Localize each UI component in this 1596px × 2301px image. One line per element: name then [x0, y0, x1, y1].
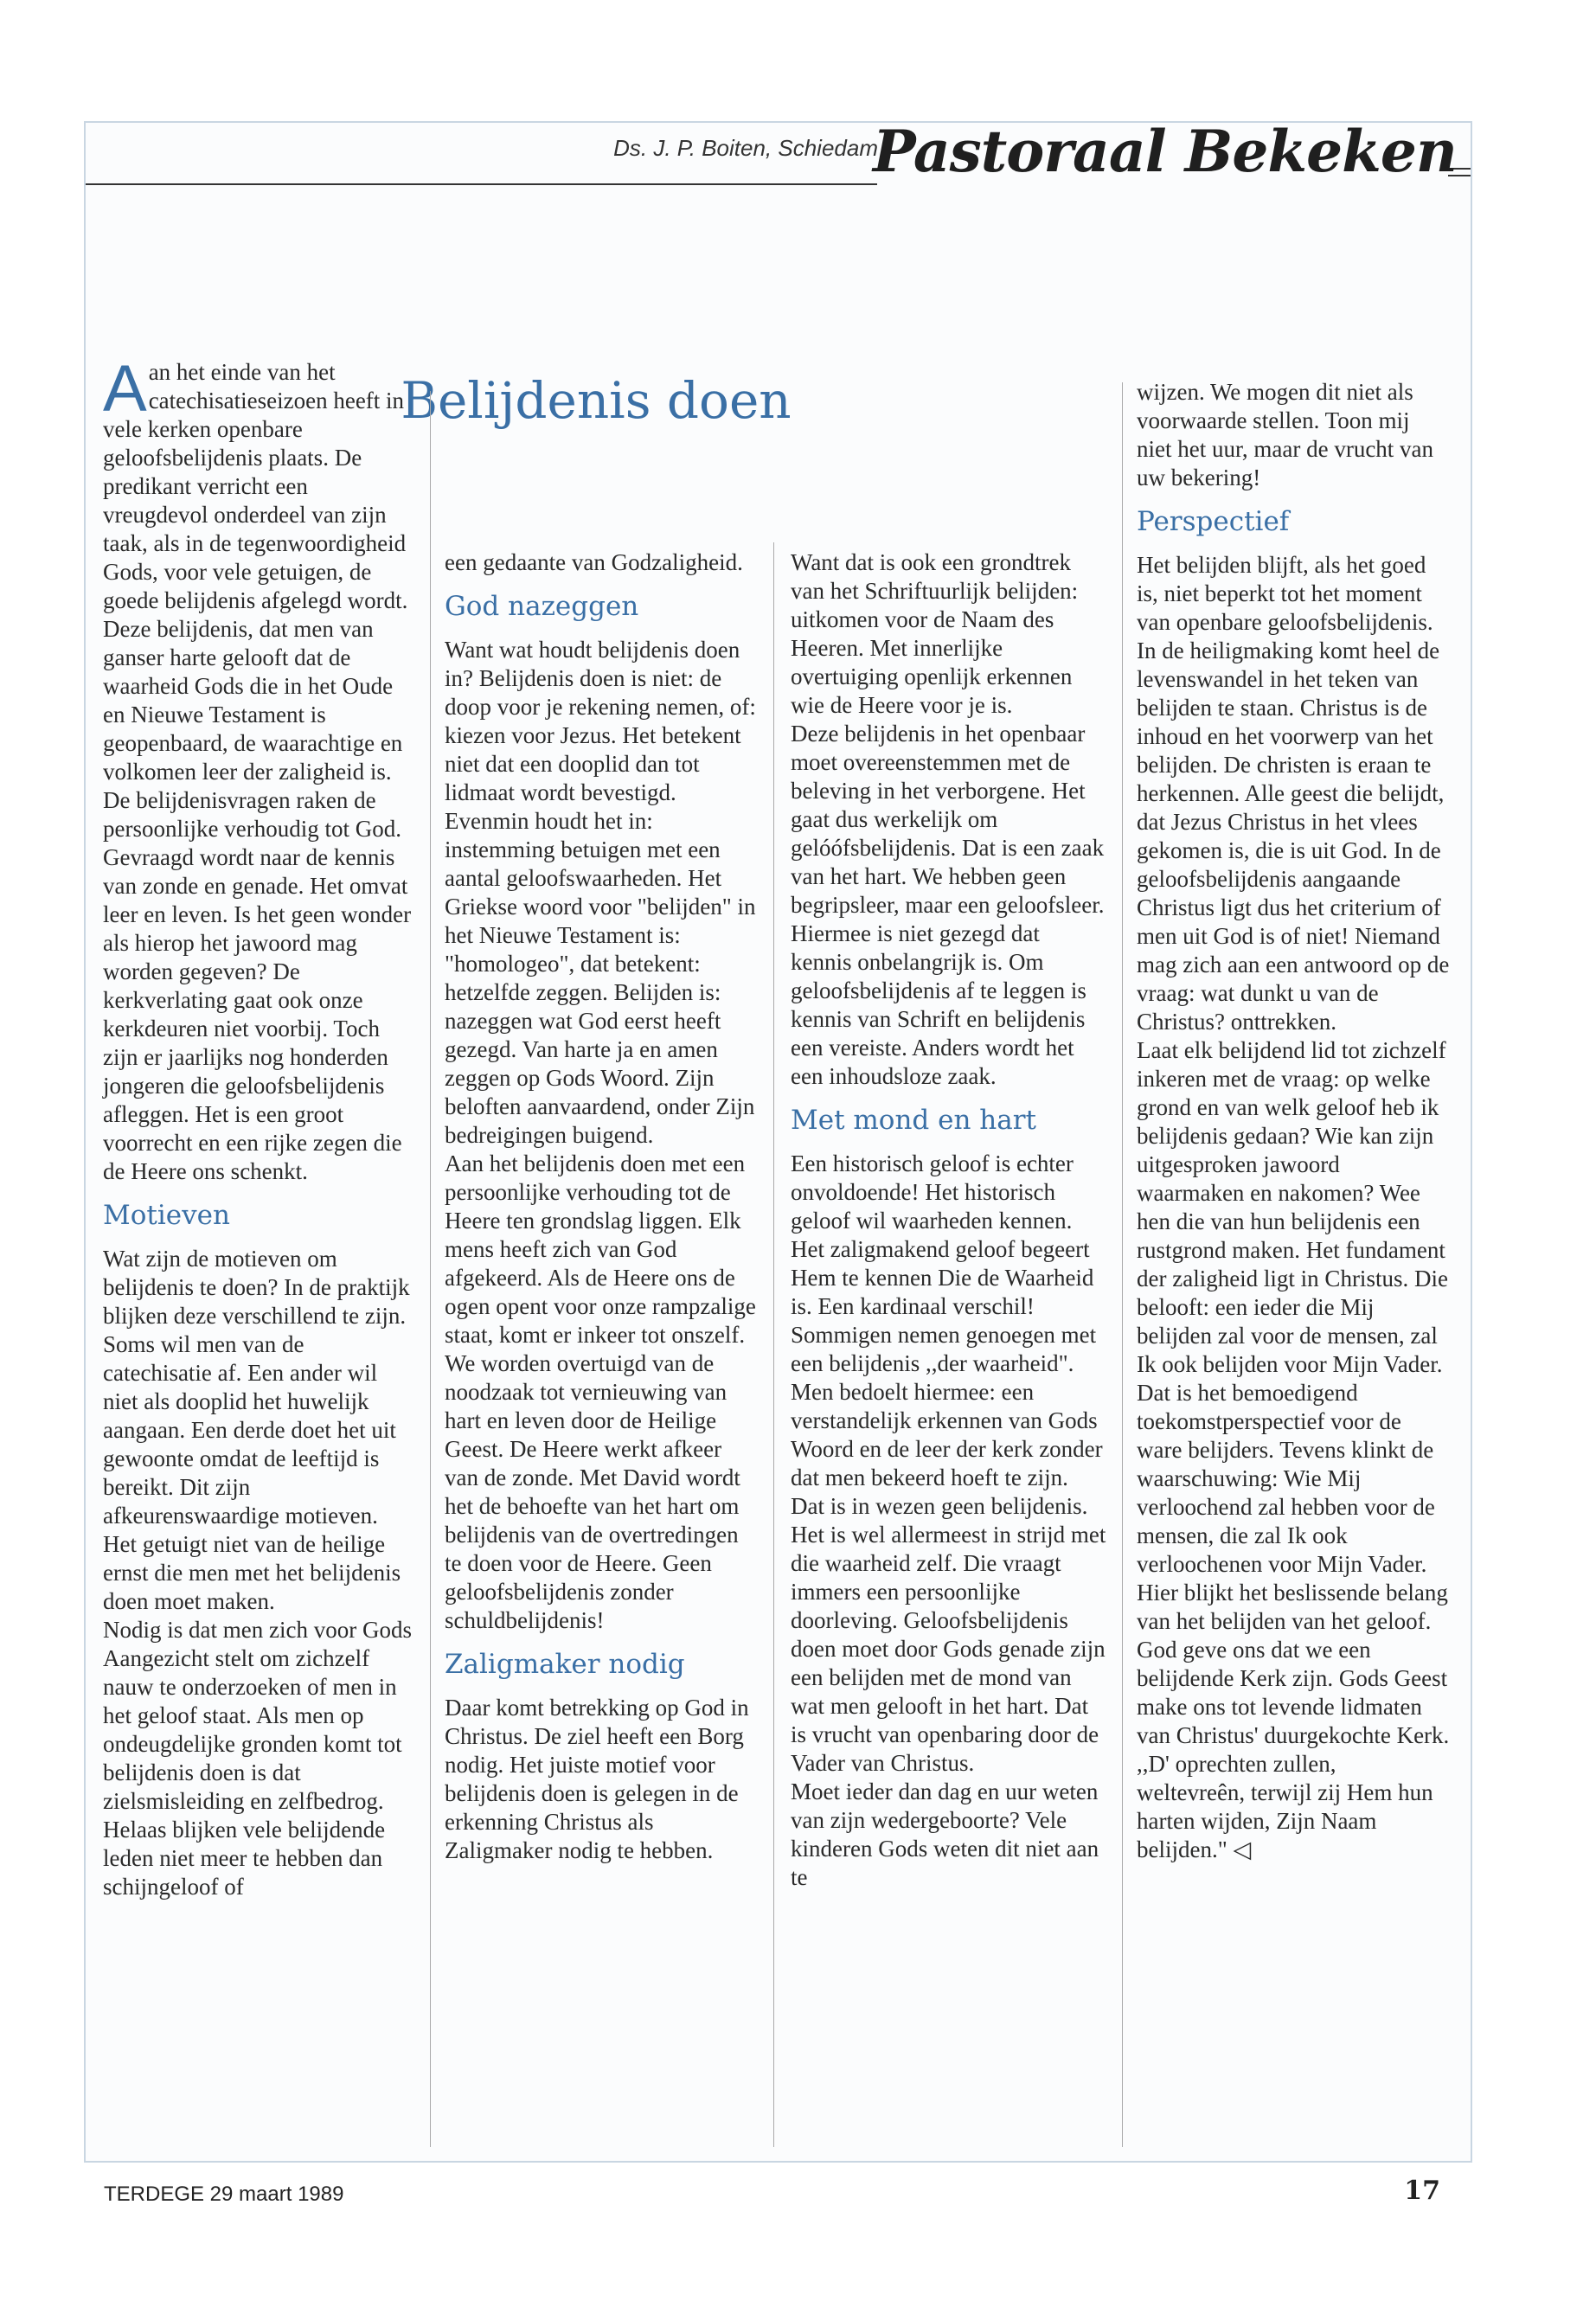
- section-title: Pastoraal Bekeken: [873, 118, 1457, 185]
- column-1: [103, 352, 416, 1901]
- column-2: [445, 548, 756, 1865]
- column-divider: [1122, 382, 1123, 2147]
- subheading-motieven: Motieven: [103, 1200, 230, 1231]
- subheading-met-mond-en-hart: Met mond en hart: [791, 1105, 1037, 1136]
- paragraph: Moet ieder dan dag en uur weten van zijn wedergeboorte? Vele kinderen Gods weten dit niet aan te: [791, 1779, 1099, 1890]
- column-4: [1137, 378, 1450, 1864]
- subheading-god-nazeggen: God nazeggen: [445, 591, 639, 622]
- paragraph: ,,D' oprechten zullen, weltevreên, terwijl zij Hem hun harten wijden, Zijn Naam belijden." ◁: [1137, 1751, 1433, 1862]
- subheading-perspectief: Perspectief: [1137, 506, 1290, 537]
- paragraph: God geve ons dat we een belijdende Kerk zijn. Gods Geest make ons tot levende lidmaten van Christus' duurgekochte Kerk.: [1137, 1637, 1450, 1748]
- column-3: [791, 548, 1106, 1892]
- article-title: Belijdenis doen: [401, 371, 792, 430]
- page-number: 17: [1404, 2176, 1440, 2206]
- article-page: [84, 118, 1472, 2163]
- column-divider: [430, 391, 431, 2147]
- header-rule: [86, 183, 877, 185]
- paragraph: Want dat is ook een grondtrek van het Schriftuurlijk belijden: uitkomen voor de Naam des Heeren. Met innerlijke overtuiging openlijk erkennen wie de Heere voor je is.: [791, 549, 1079, 718]
- paragraph: wijzen. We mogen dit niet als voorwaarde stellen. Toon mij niet het uur, maar de vrucht van uw bekering!: [1137, 379, 1434, 490]
- subheading-zaligmaker-nodig: Zaligmaker nodig: [445, 1649, 685, 1680]
- paragraph: een gedaante van Godzaligheid.: [445, 549, 743, 575]
- paragraph: Het belijden blijft, als het goed is, niet beperkt tot het moment van openbare geloofsbelijdenis. In de heiligmaking komt heel de levenswandel in het teken van belijden te staan. Christus is de inhoud en het voorwerp van het belijden. De christen is eraan te herkennen. Alle geest die belijdt, dat Jezus Christus in het vlees gekomen is, die is uit God. In de geloofsbelijdenis aangaande Christus ligt dus het criterium of men uit God is of niet! Niemand mag zich aan een antwoord op de vraag: wat dunkt u van de Christus? onttrekken.: [1137, 552, 1450, 1035]
- paragraph: Deze belijdenis in het openbaar moet overeenstemmen met de beleving in het verborgene. Het gaat dus werkelijk om gelóófsbelijdenis. Dat is een zaak van het hart. We hebben geen begripsleer, maar een geloofsleer. Hiermee is niet gezegd dat kennis onbelangrijk is. Om geloofsbelijdenis af te leggen is kennis van Schrift en belijdenis een vereiste. Anders wordt het een inhoudsloze zaak.: [791, 721, 1105, 1089]
- paragraph: Aan het belijdenis doen met een persoonlijke verhouding tot de Heere ten grondslag liggen. Elk mens heeft zich van God afgekeerd. Als de Heere ons de ogen opent voor onze rampzalige staat, komt er inkeer tot onszelf. We worden overtuigd van de noodzaak tot vernieuwing van hart en leven door de Heilige Geest. De Heere werkt afkeer van de zonde. Met David wordt het de behoefte van het hart om belijdenis van de overtredingen te doen voor de Heere. Geen geloofsbelijdenis zonder schuldbelijdenis!: [445, 1150, 756, 1633]
- paragraph: Nodig is dat men zich voor Gods Aangezicht stelt om zichzelf nauw te onderzoeken of men in het geloof staat. Als men op ondeugdelijke gronden komt tot belijdenis doen is dat zielsmisleiding en zelfbedrog. Helaas blijken vele belijdende leden niet meer te hebben dan schijngeloof of: [103, 1617, 412, 1900]
- paragraph: Laat elk belijdend lid tot zichzelf inkeren met de vraag: op welke grond en van welk geloof heb ik belijdenis gedaan? Wie kan zijn uitgesproken jawoord waarmaken en nakomen? Wee hen die van hun belijdenis een rustgrond maken. Het fundament der zaligheid ligt in Christus. Die belooft: een ieder die Mij belijden zal voor de mensen, zal Ik ook belijden voor Mijn Vader. Dat is het bemoedigend toekomstperspectief voor de ware belijders. Tevens klinkt de waarschuwing: Wie Mij verloochend zal hebben voor de mensen, die zal Ik ook verloochenen voor Mijn Vader. Hier blijkt het beslissende belang van het belijden van het geloof.: [1137, 1037, 1448, 1634]
- paragraph: Want wat houdt belijdenis doen in? Belijdenis doen is niet: de doop voor je rekening nemen, of: kiezen voor Jezus. Het betekent niet dat een dooplid dan tot lidmaat wordt bevestigd. Evenmin houdt het in: instemming betuigen met een aantal geloofswaarheden. Het Griekse woord voor "belijden" in het Nieuwe Testament is: "homologeo", dat betekent: hetzelfde zeggen. Belijden is: nazeggen wat God eerst heeft gezegd. Van harte ja en amen zeggen op Gods Woord. Zijn beloften aanvaardend, onder Zijn bedreigingen buigend.: [445, 637, 756, 1148]
- paragraph: Wat zijn de motieven om belijdenis te doen? In de praktijk blijken deze verschillend te zijn. Soms wil men van de catechisatie af. Een ander wil niet als dooplid het huwelijk aangaan. Een derde doet het uit gewoonte omdat de leeftijd is bereikt. Dit zijn afkeurenswaardige motieven. Het getuigt niet van de heilige ernst die men met het belijdenis doen moet maken.: [103, 1246, 410, 1614]
- author-byline: Ds. J. P. Boiten, Schiedam: [613, 135, 878, 161]
- column-divider: [773, 542, 774, 2147]
- paragraph: Een historisch geloof is echter onvoldoende! Het historisch geloof wil waarheden kennen. Het zaligmakend geloof begeert Hem te kennen Die de Waarheid is. Een kardinaal verschil! Sommigen nemen genoegen met een belijdenis ,,der waarheid". Men bedoelt hiermee: een verstandelijk erkennen van Gods Woord en de leer der kerk zonder dat men bekeerd hoeft te zijn. Dat is in wezen geen belijdenis. Het is wel allermeest in strijd met die waarheid zelf. Die vraagt immers een persoonlijke doorleving. Geloofsbelijdenis doen moet door Gods genade zijn een belijden met de mond van wat men gelooft in het hart. Dat is vrucht van openbaring door de Vader van Christus.: [791, 1150, 1106, 1776]
- publication-footer: TERDEGE 29 maart 1989: [104, 2182, 344, 2206]
- drop-cap: A: [103, 352, 147, 426]
- paragraph: Aan het einde van het catechisatieseizoen heeft in vele kerken openbare geloofsbelijdenis plaats. De predikant verricht een vreugdevol onderdeel van zijn taak, als in de tegenwoordigheid Gods, voor vele getuigen, de goede belijdenis afgelegd wordt. Deze belijdenis, dat men van ganser harte gelooft dat de waarheid Gods die in het Oude en Nieuwe Testament is geopenbaard, de waarachtige en volkomen leer der zaligheid is. De belijdenisvragen raken de persoonlijke verhoudig tot God. Gevraagd wordt naar de kennis van zonde en genade. Het omvat leer en leven. Is het geen wonder als hierop het jawoord mag worden gegeven? De kerkverlating gaat ook onze kerkdeuren niet voorbij. Toch zijn er jaarlijks nog honderden jongeren die geloofsbelijdenis afleggen. Het is een groot voorrecht en een rijke zegen die de Heere ons schenkt.: [103, 352, 412, 1184]
- paragraph: Daar komt betrekking op God in Christus. De ziel heeft een Borg nodig. Het juiste motief voor belijdenis doen is gelegen in de erkenning Christus als Zaligmaker nodig te hebben.: [445, 1695, 749, 1863]
- top-band: [0, 0, 1596, 16]
